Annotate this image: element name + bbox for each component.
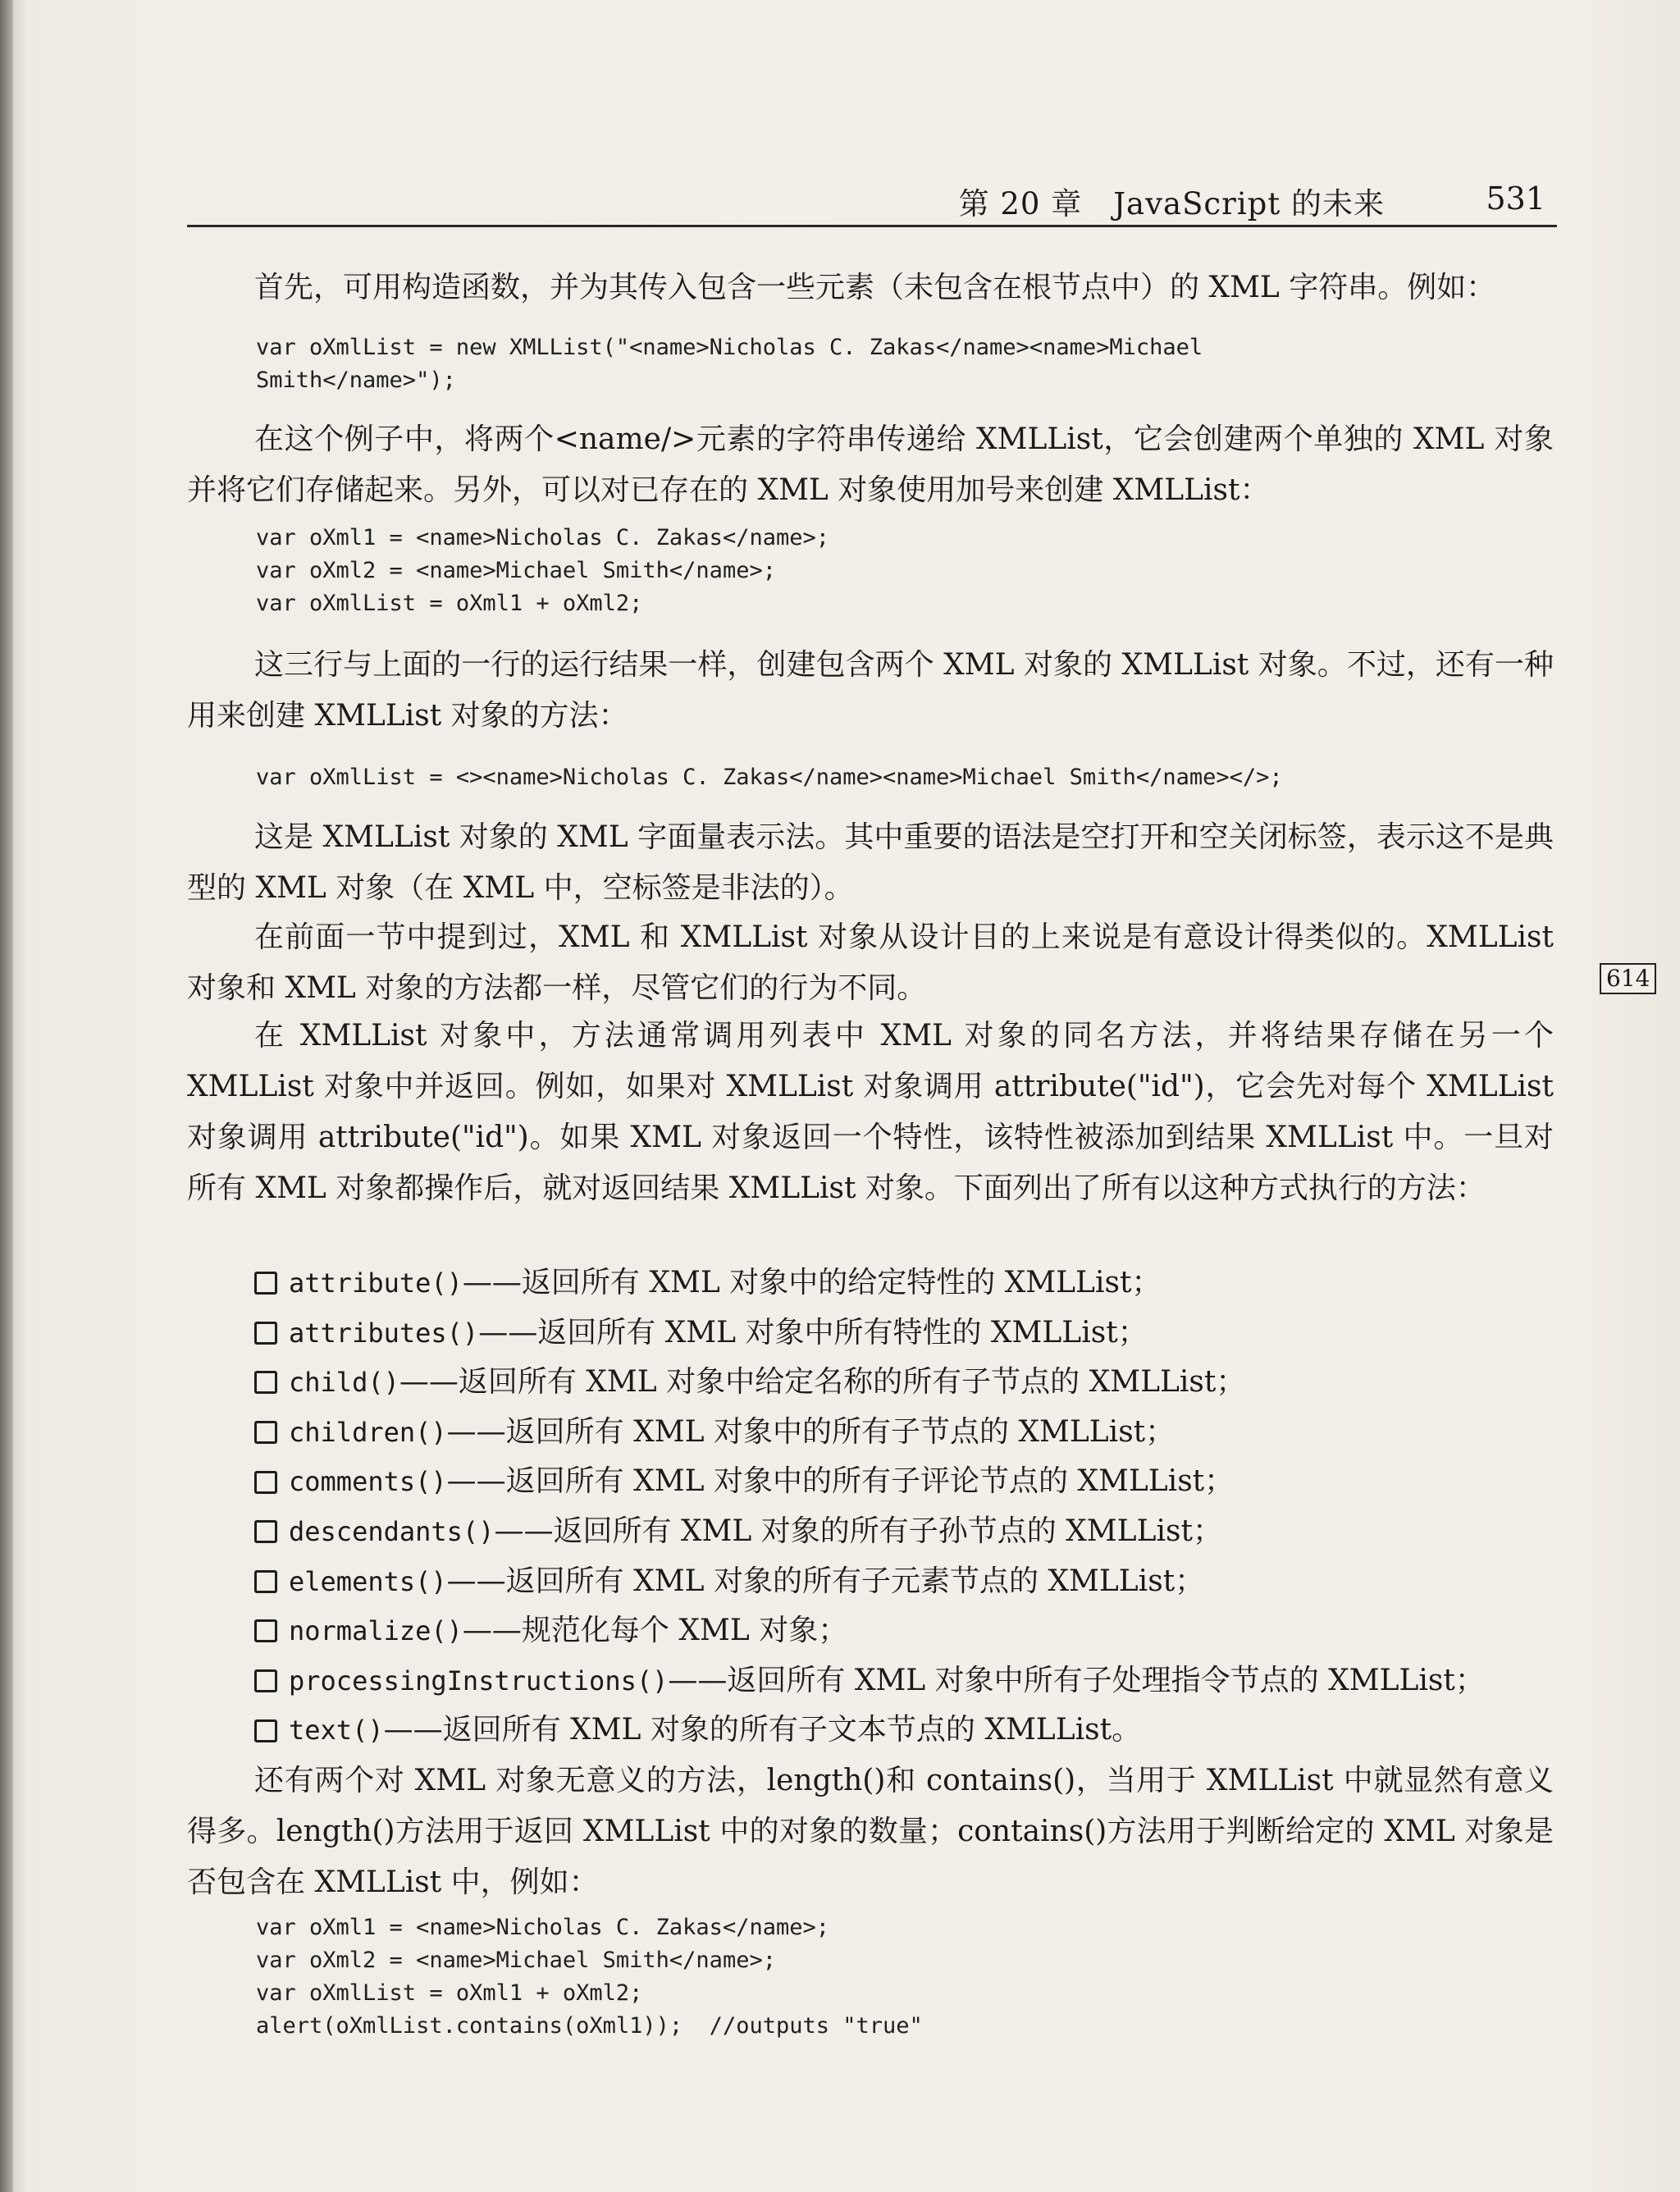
list-item — [254, 1706, 1567, 1756]
checkbox-bullet-icon — [254, 1619, 277, 1642]
method-desc: ——返回所有 XML 对象中所有特性的 XMLList； — [478, 1315, 1148, 1349]
method-list — [254, 1258, 1567, 1756]
list-item — [254, 1457, 1567, 1507]
list-item — [254, 1606, 1567, 1656]
checkbox-bullet-icon — [254, 1520, 277, 1543]
list-item — [254, 1507, 1567, 1557]
method-desc: ——返回所有 XML 对象中的给定特性的 XMLList； — [462, 1266, 1162, 1299]
list-item — [254, 1557, 1567, 1607]
margin-page-reference: 614 — [1600, 963, 1656, 994]
method-desc: ——返回所有 XML 对象中的所有子节点的 XMLList； — [446, 1414, 1176, 1449]
checkbox-bullet-icon — [254, 1719, 277, 1742]
binding-shadow — [0, 0, 13, 2192]
method-desc: ——返回所有 XML 对象中所有子处理指令节点的 XMLList； — [668, 1663, 1485, 1697]
page-header — [187, 176, 1557, 227]
method-desc: ——规范化每个 XML 对象； — [462, 1614, 848, 1648]
method-name: attributes() — [289, 1317, 479, 1349]
method-name: descendants() — [289, 1515, 495, 1547]
method-name: processingInstructions() — [289, 1665, 669, 1697]
method-name: attribute() — [289, 1267, 463, 1299]
method-name: elements() — [289, 1565, 447, 1597]
method-name: text() — [289, 1715, 384, 1747]
paragraph-2: 在这个例子中，将两个<name/>元素的字符串传递给 XMLList，它会创建两个单独的 XML 对象并将它们存储起来。另外，可以对已存在的 XML 对象使用加号来创建 XMLList： — [187, 422, 1554, 507]
code-block-2: var oXml1 = <name>Nicholas C. Zakas</name>; var oXml2 = <name>Michael Smith</name>; var oXmlList = oXml1 + oXml2; — [256, 525, 829, 616]
method-name: comments() — [289, 1466, 447, 1498]
method-desc: ——返回所有 XML 对象中给定名称的所有子节点的 XMLList； — [399, 1365, 1246, 1400]
method-desc: ——返回所有 XML 对象的所有子文本节点的 XMLList。 — [383, 1713, 1142, 1747]
code-block-4: var oXml1 = <name>Nicholas C. Zakas</name>; var oXml2 = <name>Michael Smith</name>; var oXmlList = oXml1 + oXml2; alert(oXmlList.contains(oXml1)); //outputs "true" — [256, 1915, 923, 2039]
page-number: 531 — [1486, 180, 1545, 217]
list-item — [254, 1358, 1567, 1408]
paragraph-7: 还有两个对 XML 对象无意义的方法，length()和 contains()，当用于 XMLList 中就显然有意义得多。length()方法用于返回 XMLList 中的对象的数量；contains()方法用于判断给定的 XML 对象是否包含在 XMLList 中，例如： — [187, 1764, 1554, 1899]
checkbox-bullet-icon — [254, 1570, 277, 1593]
method-desc: ——返回所有 XML 对象的所有子元素节点的 XMLList； — [446, 1564, 1205, 1598]
code-block-3: var oXmlList = <><name>Nicholas C. Zakas</name><name>Michael Smith</name></>; — [256, 765, 1283, 790]
code-block-1: var oXmlList = new XMLList("<name>Nicholas C. Zakas</name><name>Michael Smith</name>"); — [256, 335, 1203, 393]
running-head: 第 20 章 JavaScript 的未来 — [958, 186, 1385, 221]
checkbox-bullet-icon — [254, 1471, 277, 1494]
list-item — [254, 1258, 1567, 1308]
list-item — [254, 1408, 1567, 1458]
paragraph-6: 在 XMLList 对象中，方法通常调用列表中 XML 对象的同名方法，并将结果存储在另一个 XMLList 对象中并返回。例如，如果对 XMLList 对象调用 attribute("id")，它会先对每个 XMLList 对象调用 attribute("id")。如果 XML 对象返回一个特性，该特性被添加到结果 XMLList 中。一旦对所有 XML 对象都操作后，就对返回结果 XMLList 对象。下面列出了所有以这种方式执行的方法： — [187, 1019, 1554, 1205]
paragraph-1: 首先，可用构造函数，并为其传入包含一些元素（未包含在根节点中）的 XML 字符串。例如： — [254, 271, 1496, 304]
paragraph-5: 在前面一节中提到过，XML 和 XMLList 对象从设计目的上来说是有意设计得类似的。XMLList 对象和 XML 对象的方法都一样，尽管它们的行为不同。 — [187, 920, 1554, 1005]
checkbox-bullet-icon — [254, 1371, 277, 1394]
method-desc: ——返回所有 XML 对象的所有子孙节点的 XMLList； — [494, 1514, 1222, 1548]
method-name: children() — [289, 1416, 447, 1448]
checkbox-bullet-icon — [254, 1272, 277, 1295]
checkbox-bullet-icon — [254, 1322, 277, 1345]
paragraph-3: 这三行与上面的一行的运行结果一样，创建包含两个 XML 对象的 XMLList 对象。不过，还有一种用来创建 XMLList 对象的方法： — [187, 648, 1554, 733]
paragraph-4: 这是 XMLList 对象的 XML 字面量表示法。其中重要的语法是空打开和空关闭标签，表示这不是典型的 XML 对象（在 XML 中，空标签是非法的）。 — [187, 820, 1554, 905]
method-name: normalize() — [289, 1615, 463, 1647]
list-item — [254, 1656, 1567, 1706]
list-item — [254, 1308, 1567, 1359]
method-name: child() — [289, 1367, 399, 1399]
method-desc: ——返回所有 XML 对象中的所有子评论节点的 XMLList； — [446, 1464, 1235, 1499]
checkbox-bullet-icon — [254, 1421, 277, 1444]
checkbox-bullet-icon — [254, 1669, 277, 1692]
